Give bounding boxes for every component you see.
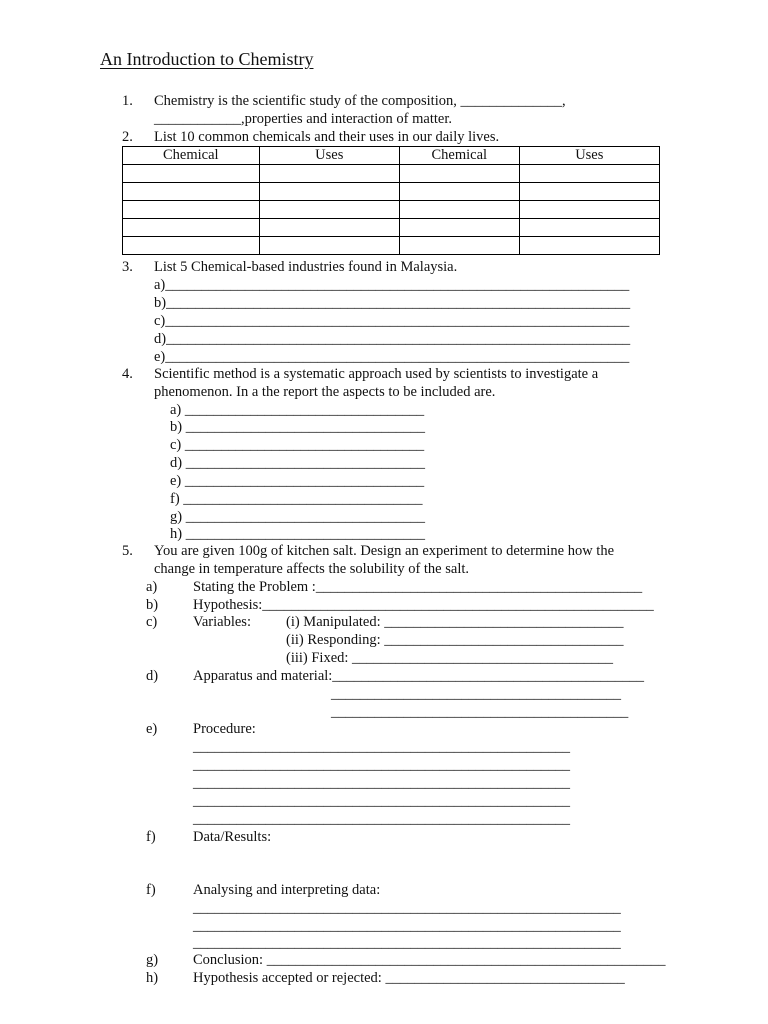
table-cell[interactable] <box>259 237 399 255</box>
table-header-chemical: Chemical <box>399 147 519 165</box>
table-row <box>123 165 660 183</box>
table-row <box>123 237 660 255</box>
answer-line[interactable]: _________________________________________ <box>331 704 629 720</box>
q5-f1-label: f) <box>146 829 156 845</box>
q1-line1: Chemistry is the scientific study of the composition, ______________, <box>154 93 566 109</box>
q1-line2: ____________,properties and interaction of matter. <box>154 111 452 127</box>
table-cell[interactable] <box>399 183 519 201</box>
answer-line[interactable]: b)________________________________________________________________ <box>154 295 631 311</box>
answer-line[interactable]: ___________________________________________________________ <box>193 935 621 951</box>
q5-h-label: h) <box>146 970 159 986</box>
q5-g-text[interactable]: Conclusion: _______________________________________________________ <box>193 952 666 968</box>
q5-d-text[interactable]: Apparatus and material:___________________________________________ <box>193 668 645 684</box>
table-header-uses: Uses <box>259 147 399 165</box>
table-cell[interactable] <box>519 219 659 237</box>
answer-line[interactable]: e)________________________________________________________________ <box>154 349 630 365</box>
q5-c-label: c) <box>146 614 158 630</box>
q5-a-text[interactable]: Stating the Problem :_____________________________________________ <box>193 579 643 595</box>
answer-line[interactable]: ___________________________________________________________ <box>193 900 621 916</box>
answer-line[interactable]: ____________________________________________________ <box>193 757 570 773</box>
answer-line[interactable]: d) _________________________________ <box>170 455 425 471</box>
answer-line[interactable]: h) _________________________________ <box>170 526 425 542</box>
table-cell[interactable] <box>399 237 519 255</box>
answer-line[interactable]: b) _________________________________ <box>170 419 425 435</box>
table-cell[interactable] <box>259 165 399 183</box>
answer-line[interactable]: e) _________________________________ <box>170 473 425 489</box>
table-cell[interactable] <box>519 165 659 183</box>
q5-f2-label: f) <box>146 882 156 898</box>
table-cell[interactable] <box>399 165 519 183</box>
table-cell[interactable] <box>123 237 260 255</box>
table-row <box>123 201 660 219</box>
q3-number: 3. <box>122 259 133 275</box>
table-cell[interactable] <box>259 183 399 201</box>
chemicals-table <box>122 146 660 255</box>
answer-line[interactable]: f) _________________________________ <box>170 491 423 507</box>
table-cell[interactable] <box>399 201 519 219</box>
q5-c-text: Variables: <box>193 614 251 630</box>
answer-line[interactable]: c)________________________________________________________________ <box>154 313 630 329</box>
table-header-uses: Uses <box>519 147 659 165</box>
table-header-row <box>123 147 660 165</box>
table-row <box>123 219 660 237</box>
variable-responding[interactable]: (ii) Responding: _________________________________ <box>286 632 624 648</box>
answer-line[interactable]: g) _________________________________ <box>170 509 425 525</box>
q5-b-text[interactable]: Hypothesis:______________________________________________________ <box>193 597 654 613</box>
variable-fixed[interactable]: (iii) Fixed: ____________________________________ <box>286 650 614 666</box>
q3-text: List 5 Chemical-based industries found in Malaysia. <box>154 259 458 275</box>
q4-line1: Scientific method is a systematic approach used by scientists to investigate a <box>154 366 599 382</box>
table-cell[interactable] <box>519 201 659 219</box>
q5-g-label: g) <box>146 952 159 968</box>
q5-f1-text: Data/Results: <box>193 829 272 845</box>
answer-line[interactable]: ____________________________________________________ <box>193 811 570 827</box>
q4-number: 4. <box>122 366 133 382</box>
q5-line1: You are given 100g of kitchen salt. Design an experiment to determine how the <box>154 543 614 559</box>
table-cell[interactable] <box>259 201 399 219</box>
variable-manipulated[interactable]: (i) Manipulated: _________________________________ <box>286 614 624 630</box>
q4-line2: phenomenon. In a the report the aspects to be included are. <box>154 384 496 400</box>
table-cell[interactable] <box>519 183 659 201</box>
table-cell[interactable] <box>259 219 399 237</box>
q2-number: 2. <box>122 129 133 145</box>
answer-line[interactable]: a) _________________________________ <box>170 402 425 418</box>
answer-line[interactable]: a)________________________________________________________________ <box>154 277 630 293</box>
table-cell[interactable] <box>123 183 260 201</box>
answer-line[interactable]: ____________________________________________________ <box>193 739 570 755</box>
answer-line[interactable]: ________________________________________ <box>331 686 621 702</box>
q5-h-text[interactable]: Hypothesis accepted or rejected: _________________________________ <box>193 970 625 986</box>
table-cell[interactable] <box>519 237 659 255</box>
q5-f2-text: Analysing and interpreting data: <box>193 882 381 898</box>
q5-e-text: Procedure: <box>193 721 256 737</box>
q5-b-label: b) <box>146 597 159 613</box>
q5-line2: change in temperature affects the solubility of the salt. <box>154 561 469 577</box>
page-title: An Introduction to Chemistry <box>100 49 314 69</box>
answer-line[interactable]: d)________________________________________________________________ <box>154 331 631 347</box>
answer-line[interactable]: ___________________________________________________________ <box>193 918 621 934</box>
answer-line[interactable]: ____________________________________________________ <box>193 775 570 791</box>
answer-line[interactable]: ____________________________________________________ <box>193 793 570 809</box>
table-row <box>123 183 660 201</box>
q5-e-label: e) <box>146 721 158 737</box>
q5-d-label: d) <box>146 668 159 684</box>
table-cell[interactable] <box>123 201 260 219</box>
table-cell[interactable] <box>123 165 260 183</box>
q5-a-label: a) <box>146 579 158 595</box>
q2-text: List 10 common chemicals and their uses in our daily lives. <box>154 129 500 145</box>
table-header-chemical: Chemical <box>123 147 260 165</box>
q5-number: 5. <box>122 543 133 559</box>
answer-line[interactable]: c) _________________________________ <box>170 437 425 453</box>
table-cell[interactable] <box>399 219 519 237</box>
q1-number: 1. <box>122 93 133 109</box>
table-cell[interactable] <box>123 219 260 237</box>
